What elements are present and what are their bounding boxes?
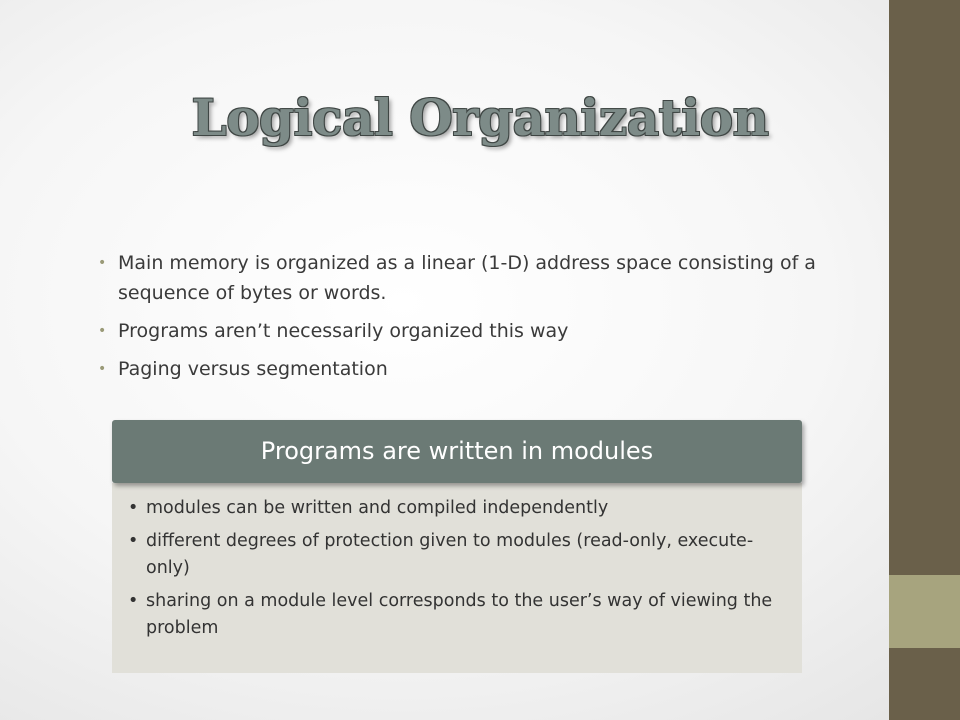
module-bullet-text: sharing on a module level corresponds to the user’s way of viewing the problem — [146, 591, 773, 638]
modules-box-body — [112, 483, 802, 673]
module-bullet-text: modules can be written and compiled independently — [146, 498, 609, 518]
bullet-item — [98, 316, 818, 346]
decorative-side-bar-accent — [889, 575, 960, 648]
module-bullet-item — [128, 588, 782, 642]
bullet-item — [98, 354, 818, 384]
bullet-dot-icon: • — [128, 531, 139, 551]
bullet-dot-icon: • — [128, 591, 139, 611]
bullet-text: Programs aren’t necessarily organized this way — [118, 320, 569, 342]
bullet-dot-icon: • — [98, 255, 107, 271]
modules-box-header: Programs are written in modules — [112, 420, 802, 483]
module-bullet-item — [128, 495, 782, 522]
modules-info-box — [112, 420, 802, 673]
bullet-text: Main memory is organized as a linear (1-D) address space consisting of a sequence of bytes or words. — [118, 252, 816, 304]
main-bullet-list — [98, 248, 818, 392]
bullet-text: Paging versus segmentation — [118, 358, 388, 380]
module-bullet-text: different degrees of protection given to modules (read-only, execute-only) — [146, 531, 754, 578]
module-bullet-item — [128, 528, 782, 582]
slide-title: Logical Organization — [191, 88, 769, 147]
bullet-dot-icon: • — [98, 323, 107, 339]
bullet-item — [98, 248, 818, 308]
bullet-dot-icon: • — [98, 361, 107, 377]
modules-bullet-list — [112, 483, 802, 642]
bullet-dot-icon: • — [128, 498, 139, 518]
